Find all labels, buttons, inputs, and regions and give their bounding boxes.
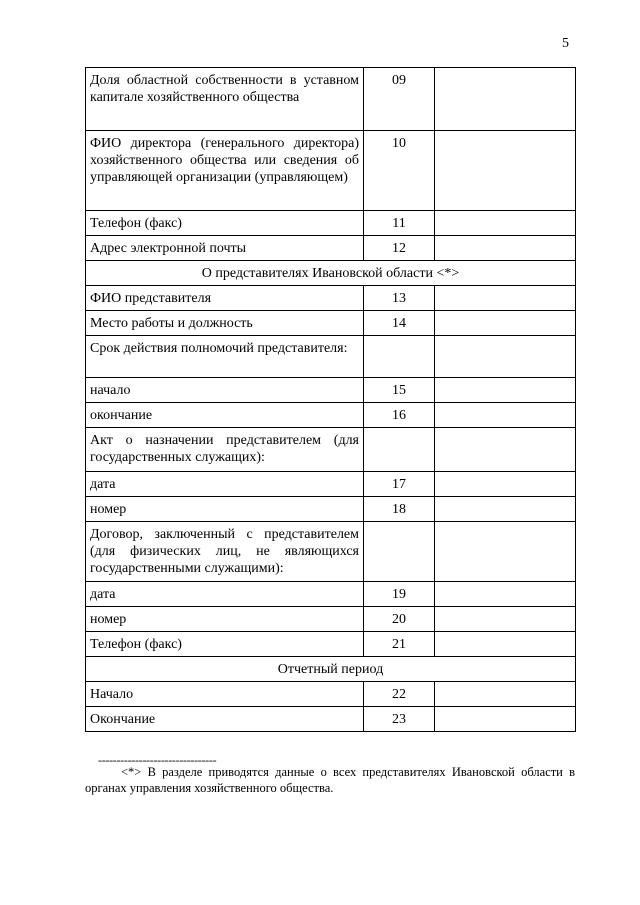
row-code: 20 — [364, 607, 435, 632]
row-value-cell — [435, 236, 576, 261]
row-value-cell — [435, 707, 576, 732]
row-code — [364, 428, 435, 472]
row-code: 19 — [364, 582, 435, 607]
row-value-cell — [435, 403, 576, 428]
table-row — [86, 336, 576, 378]
table-row — [86, 311, 576, 336]
row-code: 14 — [364, 311, 435, 336]
row-code: 16 — [364, 403, 435, 428]
row-label: дата — [86, 472, 364, 497]
row-label: Акт о назначении представителем (для государственных служащих): — [86, 428, 364, 472]
row-code: 21 — [364, 632, 435, 657]
row-label: Телефон (факс) — [86, 632, 364, 657]
table-row — [86, 472, 576, 497]
row-value-cell — [435, 428, 576, 472]
row-label: Адрес электронной почты — [86, 236, 364, 261]
row-code — [364, 336, 435, 378]
table-row — [86, 428, 576, 472]
row-label: Место работы и должность — [86, 311, 364, 336]
table-row — [86, 236, 576, 261]
section-header-row — [86, 261, 576, 286]
row-label: Телефон (факс) — [86, 211, 364, 236]
row-code: 15 — [364, 378, 435, 403]
row-label: начало — [86, 378, 364, 403]
row-label: Доля областной собственности в уставном капитале хозяйственного общества — [86, 68, 364, 131]
section-header-row — [86, 657, 576, 682]
table-row — [86, 607, 576, 632]
row-code: 12 — [364, 236, 435, 261]
section-header: О представителях Ивановской области <*> — [86, 261, 576, 286]
row-value-cell — [435, 582, 576, 607]
table-row — [86, 682, 576, 707]
table-row — [86, 211, 576, 236]
row-code: 22 — [364, 682, 435, 707]
row-code: 10 — [364, 131, 435, 211]
row-value-cell — [435, 497, 576, 522]
table-row — [86, 582, 576, 607]
table-row — [86, 707, 576, 732]
table-row — [86, 378, 576, 403]
row-code: 11 — [364, 211, 435, 236]
row-label: Договор, заключенный с представителем (для физических лиц, не являющихся государственными служащими): — [86, 522, 364, 582]
row-value-cell — [435, 632, 576, 657]
table-row — [86, 131, 576, 211]
row-value-cell — [435, 378, 576, 403]
footnote-divider: -------------------------------- — [98, 753, 217, 767]
row-label: номер — [86, 607, 364, 632]
row-value-cell — [435, 336, 576, 378]
row-value-cell — [435, 68, 576, 131]
row-value-cell — [435, 211, 576, 236]
row-code — [364, 522, 435, 582]
row-label: окончание — [86, 403, 364, 428]
row-value-cell — [435, 472, 576, 497]
row-code: 09 — [364, 68, 435, 131]
row-label: ФИО директора (генерального директора) хозяйственного общества или сведения об управляющей организации (управляющем) — [86, 131, 364, 211]
table-row — [86, 68, 576, 131]
row-label: ФИО представителя — [86, 286, 364, 311]
row-code: 13 — [364, 286, 435, 311]
row-value-cell — [435, 522, 576, 582]
row-label: номер — [86, 497, 364, 522]
row-label: Окончание — [86, 707, 364, 732]
section-header: Отчетный период — [86, 657, 576, 682]
row-code: 17 — [364, 472, 435, 497]
row-label: Начало — [86, 682, 364, 707]
row-label: дата — [86, 582, 364, 607]
row-value-cell — [435, 682, 576, 707]
table-row — [86, 522, 576, 582]
footnote-text: <*> В разделе приводятся данные о всех представителях Ивановской области в органах управления хозяйственного общества. — [85, 765, 575, 795]
row-code: 23 — [364, 707, 435, 732]
row-value-cell — [435, 131, 576, 211]
row-value-cell — [435, 607, 576, 632]
form-table — [85, 67, 576, 732]
row-value-cell — [435, 311, 576, 336]
row-label: Срок действия полномочий представителя: — [86, 336, 364, 378]
table-row — [86, 403, 576, 428]
page-number: 5 — [562, 36, 569, 51]
table-row — [86, 286, 576, 311]
table-row — [86, 632, 576, 657]
row-value-cell — [435, 286, 576, 311]
table-row — [86, 497, 576, 522]
row-code: 18 — [364, 497, 435, 522]
